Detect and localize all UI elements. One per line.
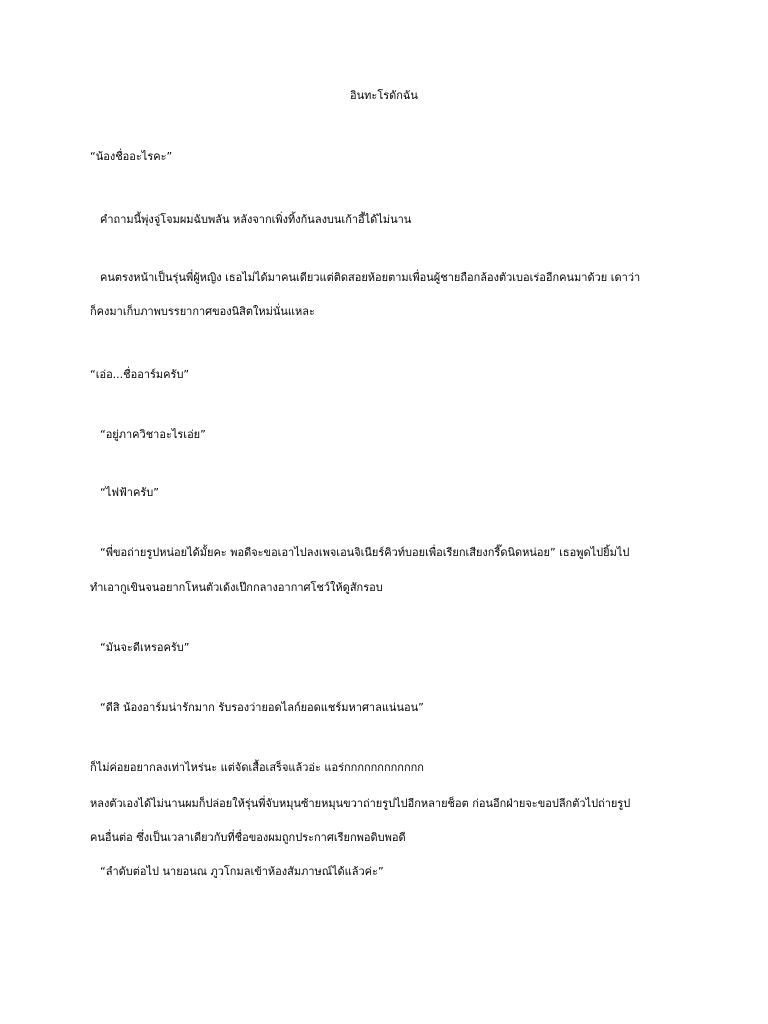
paragraph-line: ก็ไม่ค่อยอยากลงเท่าไหร่นะ แต่จัดเสื้อเสร็จแล้วอ่ะ แอร่กกกกกกกกกกกก <box>90 761 424 774</box>
paragraph-line: “พี่ขอถ่ายรูปหน่อยได้มั้ยคะ พอดีจะขอเอาไปลงเพจเอนจิเนียร์คิวท์บอยเพื่อเรียกเสียงกรี๊ดนิดหน่อย” เธอพูดไปยิ้มไป <box>100 546 630 559</box>
paragraph-line: “ลำดับต่อไป นายอนณ ภูวโกมลเข้าห้องสัมภาษณ์ได้แล้วค่ะ” <box>100 865 384 878</box>
paragraph-line: ก็คงมาเก็บภาพบรรยากาศของนิสิตใหม่นั่นแหละ <box>90 305 315 318</box>
paragraph-line: “ไฟฟ้าครับ” <box>100 486 159 499</box>
paragraph-line: ทำเอากูเขินจนอยากโหนตัวเด้งเป๊กกลางอากาศโชว์ให้ดูสักรอบ <box>90 581 383 594</box>
paragraph-line: คำถามนี้พุ่งจู่โจมผมฉับพลัน หลังจากเพิ่งทิ้งก้นลงบนเก้าอี้ได้ไม่นาน <box>100 213 412 226</box>
paragraph-line: “เอ่อ...ชื่ออาร์มครับ” <box>90 368 190 381</box>
paragraph-line: หลงตัวเองได้ไม่นานผมก็ปล่อยให้รุ่นพี่จับหมุนซ้ายหมุนขวาถ่ายรูปไปอีกหลายช็อต ก่อนอีกฝ่ายจะขอปลีกตัวไปถ่ายรูป <box>90 797 631 810</box>
paragraph-line: “น้องชื่ออะไรคะ” <box>90 150 173 163</box>
paragraph-line: “มันจะดีเหรอครับ” <box>100 641 190 654</box>
paragraph-line: “ดีสิ น้องอาร์มน่ารักมาก รับรองว่ายอดไลก์ยอดแชร์มหาศาลแน่นอน” <box>100 701 424 714</box>
paragraph-line: คนอื่นต่อ ซึ่งเป็นเวลาเดียวกับที่ชื่อของผมถูกประกาศเรียกพอดิบพอดี <box>90 831 406 844</box>
paragraph-line: “อยู่ภาควิชาอะไรเอ่ย” <box>100 428 206 441</box>
paragraph-line: คนตรงหน้าเป็นรุ่นพี่ผู้หญิง เธอไม่ได้มาคนเดียวแต่ติดสอยห้อยตามเพื่อนผู้ชายถือกล้องตัวเบอเร่ออีกคนมาด้วย เดาว่า <box>100 271 641 284</box>
document-title: อินทะโรดักฉัน <box>350 89 418 102</box>
